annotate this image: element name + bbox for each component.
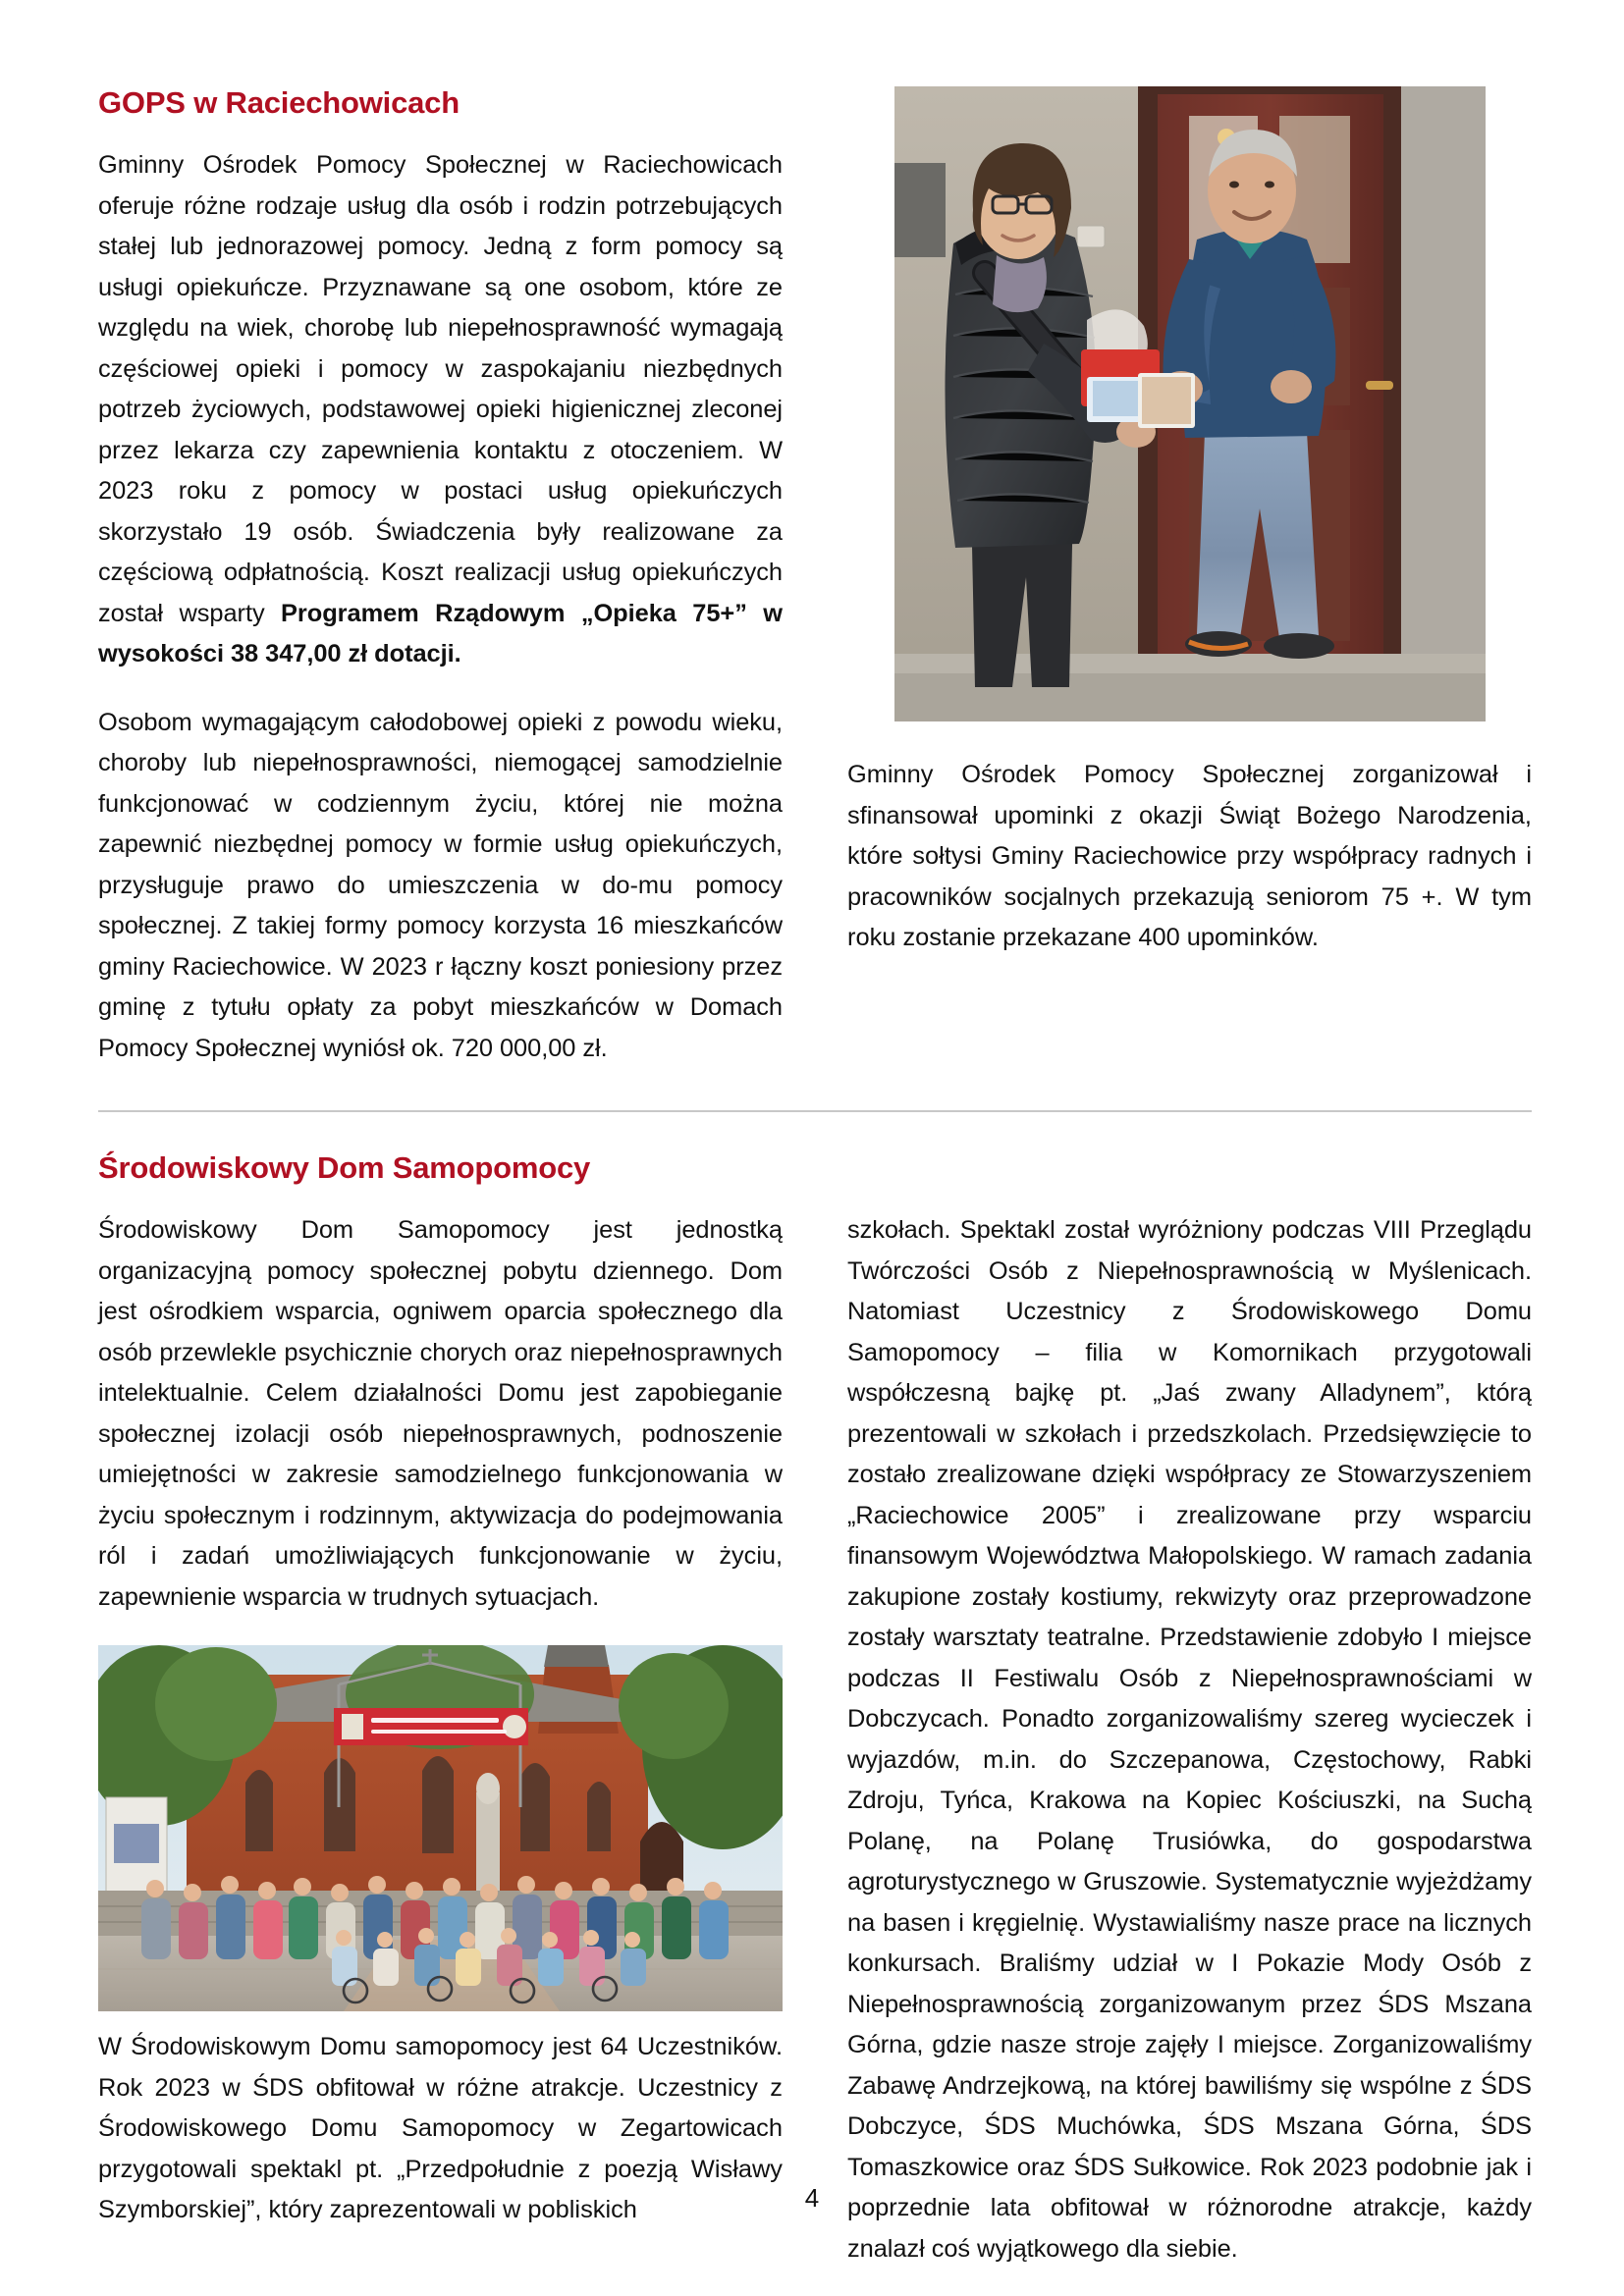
paragraph-sds-left: Środowiskowy Dom Samopomocy jest jednostką organizacyjną pomocy społecznej pobytu dziennego. Dom jest ośrodkiem wsparcia, ogniwem oparcia społecznego dla osób przewlekle psychicznie chorych oraz niepełnosprawnych intelektualnie. Celem działalności Domu jest zapobieganie społecznej izolacji osób niepełnosprawnych, podnoszenie umiejętności w zakresie samodzielnego funkcjonowania w życiu społecznym i rodzinnym, aktywizacja do podejmowania ról i zadań umożliwiających funkcjonowanie w życiu, zapewnienie wsparcia w trudnych sytuacjach. bbox=[98, 1216, 783, 1611]
section-sds-left-column bbox=[98, 1210, 783, 2231]
section-sds bbox=[98, 1151, 1532, 2269]
page-content bbox=[98, 86, 1532, 2269]
group-excursion-photo bbox=[98, 1645, 783, 2011]
paragraph-gops-1 bbox=[98, 145, 783, 675]
paragraph-gops-1-text: Gminny Ośrodek Pomocy Społecznej w Raciechowicach oferuje różne rodzaje usług dla osób i rodzin potrzebujących stałej lub jednorazowej pomocy. Jedną z form pomocy są usługi opiekuńcze. Przyznawane są one osobom, które ze względu na wiek, chorobę lub niepełnosprawność wymagają częściowej opieki i pomocy w zaspokajaniu niezbędnych potrzeb życiowych, podstawowej opieki higienicznej zleconej przez lekarza czy zapewnienia kontaktu z otoczeniem. W 2023 roku z pomocy w postaci usług opiekuńczych skorzystało 19 osób. Świadczenia były realizowane za częściową odpłatnością. Koszt realizacji usług opiekuńczych został wsparty bbox=[98, 151, 783, 627]
gift-handover-illustration bbox=[894, 86, 1486, 721]
section-gops-left-column bbox=[98, 86, 783, 1069]
section-sds-right-column bbox=[847, 1210, 1532, 2269]
section-sds-columns bbox=[98, 1210, 1532, 2269]
paragraph-gops-2: Osobom wymagającym całodobowej opieki z powodu wieku, choroby lub niepełnosprawności, niemogącej samodzielnie funkcjonować w codziennym życiu, której nie można zapewnić niezbędnej pomocy w formie usług opiekuńczych, przysługuje prawo do umieszczenia w do-mu pomocy społecznej. Z takiej formy pomocy korzysta 16 mieszkańców gminy Raciechowice. W 2023 r łączny koszt poniesiony przez gminę z tytułu opłaty za pobyt mieszkańców w Domach Pomocy Społecznej wyniósł ok. 720 000,00 zł. bbox=[98, 708, 783, 1062]
section-divider bbox=[98, 1110, 1532, 1112]
group-photo-caption: W Środowiskowym Domu samopomocy jest 64 Uczestników. Rok 2023 w ŚDS obfitował w różne atrakcje. Uczestnicy z Środowiskowego Domu Samopomocy w Zegartowicach przygotowali spektakl pt. „Przedpołudnie z poezją Wisławy Szymborskiej”, który zaprezentowali w pobliskich bbox=[98, 2033, 783, 2224]
section-gops-right-column bbox=[847, 86, 1532, 959]
gift-photo-caption: Gminny Ośrodek Pomocy Społecznej zorganizował i sfinansował upominki z okazji Świąt Bożego Narodzenia, które sołtysi Gminy Raciechowice przy współpracy radnych i pracowników socjalnych przekazują seniorom 75 +. W tym roku zostanie przekazane 400 upominków. bbox=[847, 761, 1532, 951]
section-title-gops: GOPS w Raciechowicach bbox=[98, 85, 460, 120]
section-title-sds: Środowiskowy Dom Samopomocy bbox=[98, 1150, 591, 1186]
section-gops bbox=[98, 86, 1532, 1069]
paragraph-gops-1-bold: Programem Rządowym „Opieka 75+” w wysokości 38 347,00 zł dotacji. bbox=[98, 599, 783, 668]
paragraph-sds-right: szkołach. Spektakl został wyróżniony podczas VIII Przeglądu Twórczości Osób z Niepełnosprawnością w Myślenicach. Natomiast Uczestnicy z Środowiskowego Domu Samopomocy – filia w Komornikach przygotowali współczesną bajkę pt. „Jaś zwany Alladynem”, którą prezentowali w szkołach i przedszkolach. Przedsięwzięcie to zostało zrealizowane dzięki współpracy ze Stowarzyszeniem „Raciechowice 2005” i zrealizowane przy wsparciu finansowym Województwa Małopolskiego. W ramach zadania zakupione zostały kostiumy, rekwizyty oraz przeprowadzone zostały warsztaty teatralne. Przedstawienie zdobyło I miejsce podczas II Festiwalu Osób z Niepełnosprawnościami w Dobczycach. Ponadto zorganizowaliśmy szereg wycieczek i wyjazdów, m.in. do Szczepanowa, Częstochowy, Rabki Zdroju, Tyńca, Krakowa na Kopiec Kościuszki, na Suchą Polanę, na Polanę Trusiówka, do gospodarstwa agroturystycznego w Gruszowie. Systematycznie wyjeżdżamy na basen i kręgielnię. Wystawialiśmy nasze prace na licznych konkursach. Braliśmy udział w I Pokazie Mody Osób z Niepełnosprawnością zorganizowanym przez ŚDS Mszana Górna, gdzie nasze stroje zajęły I miejsce. Zorganizowaliśmy Zabawę Andrzejkową, na której bawiliśmy się wspólne z ŚDS Dobczyce, ŚDS Muchówka, ŚDS Mszana Górna, ŚDS Tomaszkowice oraz ŚDS Sułkowice. Rok 2023 podobnie jak i poprzednie lata obfitował w różnorodne atrakcje, każdy znalazł coś wyjątkowego dla siebie. bbox=[847, 1216, 1532, 2263]
group-excursion-illustration bbox=[98, 1645, 783, 2011]
page-number: 4 bbox=[804, 2183, 820, 2213]
gift-handover-photo bbox=[894, 86, 1486, 721]
